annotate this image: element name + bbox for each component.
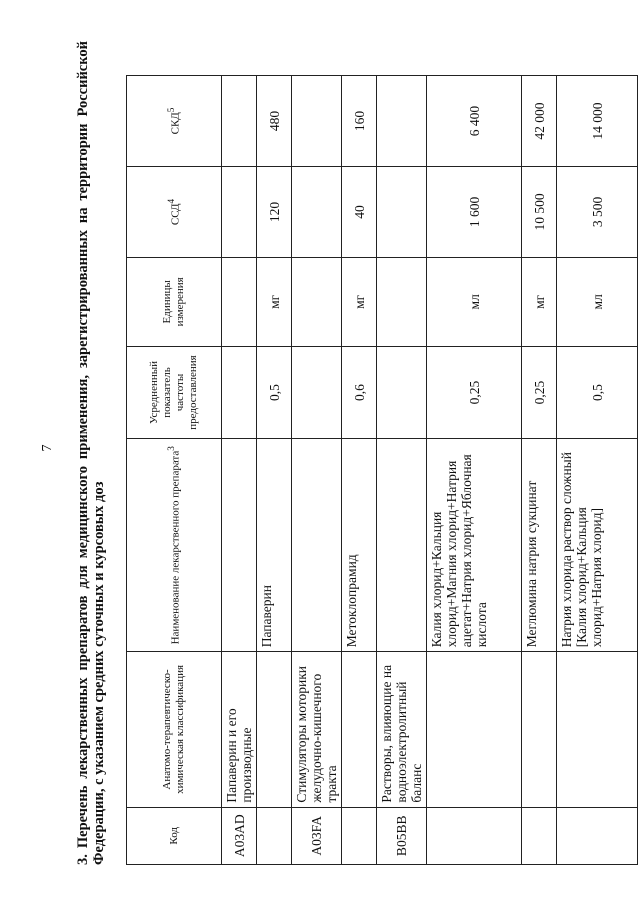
cell-ssd: 40 (342, 166, 377, 257)
cell-frequency (222, 346, 257, 439)
section-title (75, 35, 126, 865)
table-row (257, 76, 292, 865)
header-units: Единицы измерения (127, 257, 222, 346)
cell-skd: 42 000 (522, 76, 557, 167)
cell-skd (292, 76, 342, 167)
cell-code: A03AD (222, 807, 257, 864)
cell-drug (222, 439, 257, 652)
table-row (222, 76, 257, 865)
drug-dose-table (126, 75, 638, 865)
rotated-page-content (75, 35, 605, 865)
cell-units: мл (427, 257, 522, 346)
cell-atc: Папаверин и его производные (222, 652, 257, 807)
cell-frequency (377, 346, 427, 439)
cell-atc (342, 652, 377, 807)
cell-units: мг (342, 257, 377, 346)
cell-ssd (292, 166, 342, 257)
section-title-text: Перечень лекарственных препаратов для медицинского применения, зарегистрированных на территории Российской Федерации, с указанием средних суточных и курсовых доз (75, 41, 107, 865)
cell-frequency: 0,25 (427, 346, 522, 439)
cell-drug: Натрия хлорида раствор сложный [Калия хлорид+Кальция хлорид+Натрия хлорид] (557, 439, 638, 652)
header-ssd-footnote: 4 (166, 198, 177, 204)
cell-skd: 480 (257, 76, 292, 167)
cell-code (557, 807, 638, 864)
cell-drug: Калия хлорид+Кальция хлорид+Магния хлорид+Натрия ацетат+Натрия хлорид+Яблочная кислота (427, 439, 522, 652)
cell-units: мг (522, 257, 557, 346)
cell-atc: Стимуляторы моторики желудочно-кишечного тракта (292, 652, 342, 807)
table-header-row (127, 76, 222, 865)
cell-ssd: 10 500 (522, 166, 557, 257)
cell-ssd (222, 166, 257, 257)
cell-drug (377, 439, 427, 652)
header-code: Код (127, 807, 222, 864)
cell-frequency: 0,5 (257, 346, 292, 439)
cell-ssd: 120 (257, 166, 292, 257)
cell-skd: 14 000 (557, 76, 638, 167)
cell-drug: Папаверин (257, 439, 292, 652)
cell-units (377, 257, 427, 346)
cell-atc (257, 652, 292, 807)
header-frequency: Усредненный показатель частоты предоставления (127, 346, 222, 439)
cell-code: A03FA (292, 807, 342, 864)
cell-drug: Метоклопрамид (342, 439, 377, 652)
cell-units (292, 257, 342, 346)
header-skd: СКД$^5$ (127, 76, 222, 167)
cell-atc (522, 652, 557, 807)
cell-atc (427, 652, 522, 807)
table-row (557, 76, 638, 865)
cell-code (427, 807, 522, 864)
cell-units: мл (557, 257, 638, 346)
header-drug-footnote: 3 (166, 446, 177, 451)
header-drug: Наименование лекарственного препарата$^3$ (127, 439, 222, 652)
cell-frequency: 0,5 (557, 346, 638, 439)
cell-drug: Меглюмина натрия сукцинат (522, 439, 557, 652)
cell-ssd: 3 500 (557, 166, 638, 257)
table-row (427, 76, 522, 865)
cell-code (342, 807, 377, 864)
page-number: 7 (40, 444, 55, 452)
cell-frequency: 0,6 (342, 346, 377, 439)
header-ssd: ССД$^4$ (127, 166, 222, 257)
header-atc: Анатомо-терапевтическо-химическая классификация (127, 652, 222, 807)
cell-frequency (292, 346, 342, 439)
table-row (377, 76, 427, 865)
cell-ssd (377, 166, 427, 257)
cell-units: мг (257, 257, 292, 346)
cell-code: B05BB (377, 807, 427, 864)
cell-drug (292, 439, 342, 652)
header-skd-footnote: 5 (166, 107, 177, 113)
cell-skd: 160 (342, 76, 377, 167)
table-row (522, 76, 557, 865)
cell-atc: Растворы, влияющие на водноэлектролитный баланс (377, 652, 427, 807)
cell-ssd: 1 600 (427, 166, 522, 257)
cell-atc (557, 652, 638, 807)
cell-skd (377, 76, 427, 167)
table-row (342, 76, 377, 865)
cell-skd: 6 400 (427, 76, 522, 167)
cell-frequency: 0,25 (522, 346, 557, 439)
cell-code (257, 807, 292, 864)
cell-code (522, 807, 557, 864)
cell-skd (222, 76, 257, 167)
cell-units (222, 257, 257, 346)
section-number: 3. (75, 854, 91, 865)
table-row (292, 76, 342, 865)
